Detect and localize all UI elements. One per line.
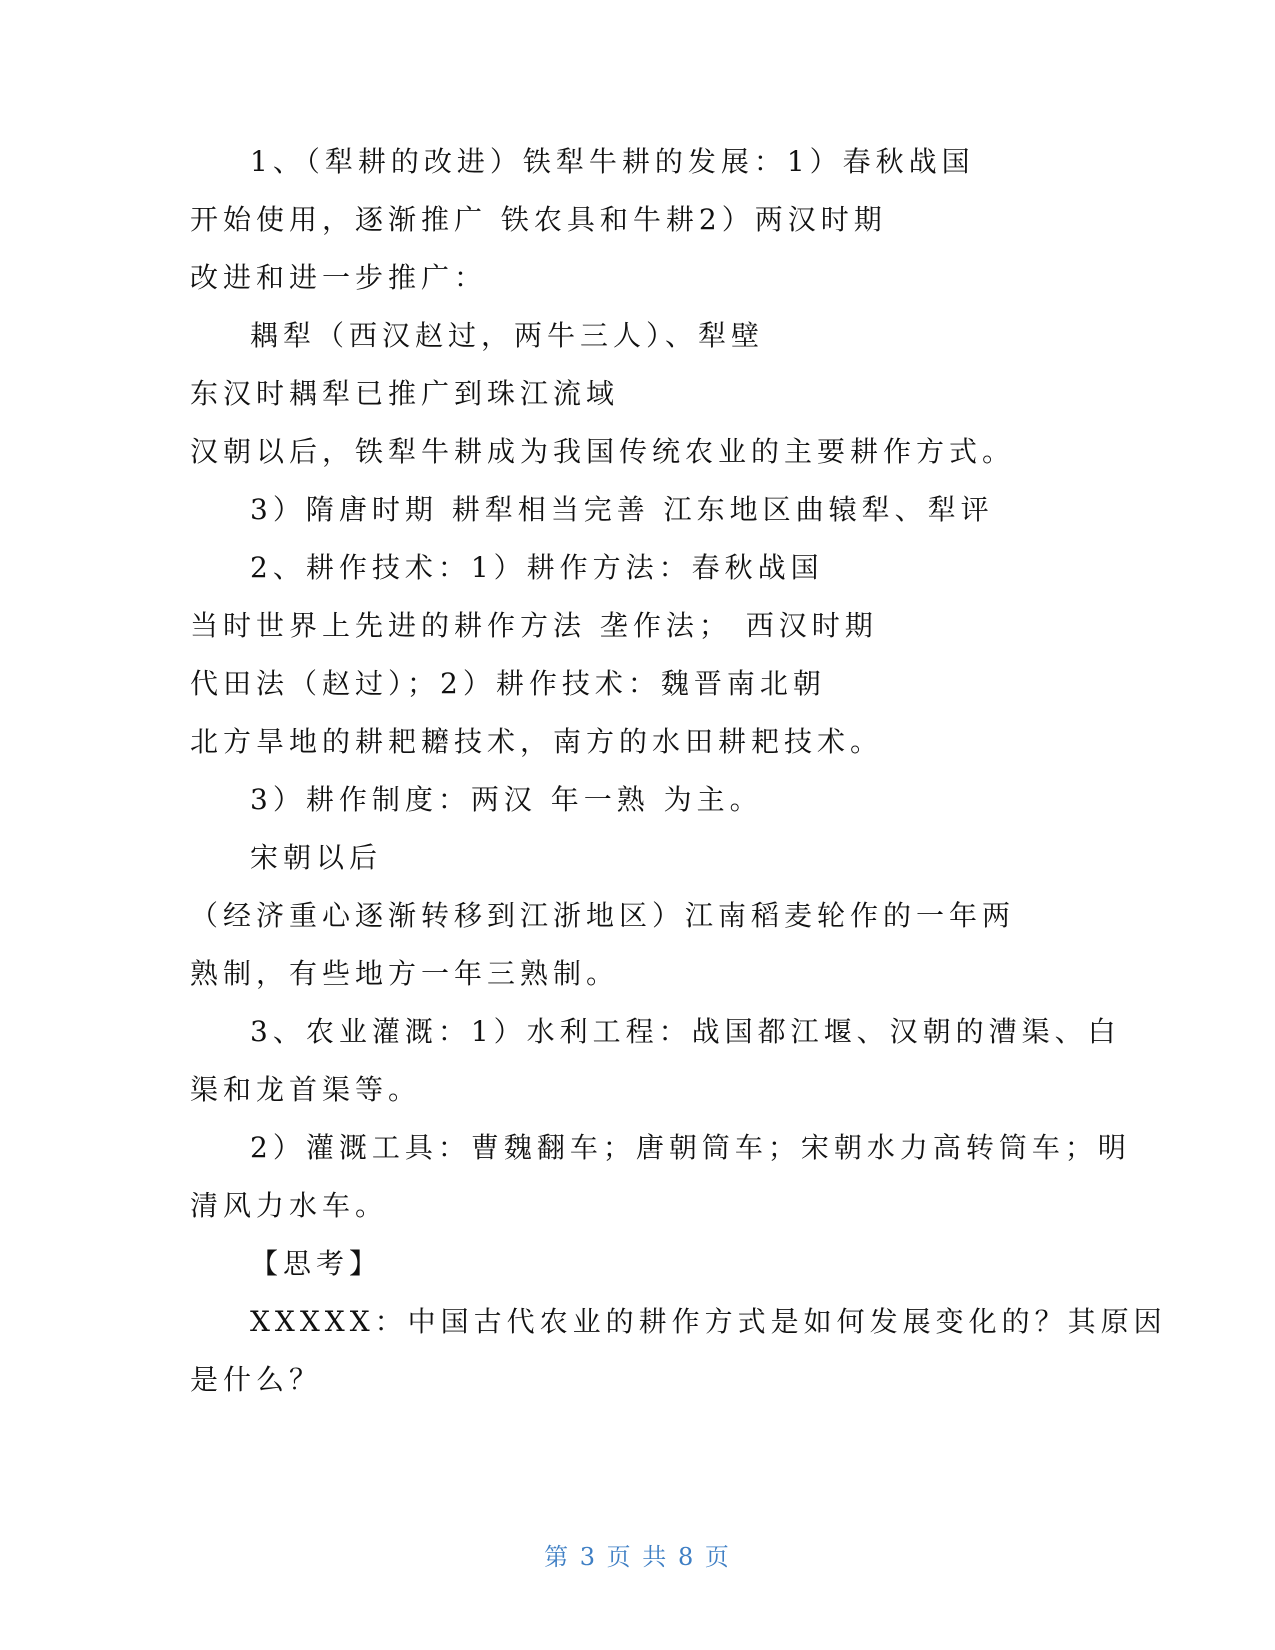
paragraph-line: 3）耕作制度：两汉 年一熟 为主。 xyxy=(250,783,763,816)
paragraph-line: 宋朝以后 xyxy=(250,841,383,874)
paragraph-line: 3）隋唐时期 耕犁相当完善 江东地区曲辕犁、犁评 xyxy=(250,493,994,526)
section-heading: 【思考】 xyxy=(250,1247,383,1280)
paragraph-line: 当时世界上先进的耕作方法 垄作法； 西汉时期 xyxy=(190,609,878,642)
paragraph-line: 2、耕作技术：1）耕作方法：春秋战国 xyxy=(250,551,824,584)
paragraph-line: 代田法（赵过）；2）耕作技术：魏晋南北朝 xyxy=(190,667,826,700)
paragraph-line: 改进和进一步推广： xyxy=(190,261,488,294)
paragraph-line: 清风力水车。 xyxy=(190,1189,389,1222)
current-page-number: 3 xyxy=(579,1543,598,1571)
paragraph-line: 熟制，有些地方一年三熟制。 xyxy=(190,957,620,990)
paragraph-line: 2）灌溉工具：曹魏翻车；唐朝筒车；宋朝水力高转筒车；明 xyxy=(250,1131,1131,1164)
footer-middle: 页 共 xyxy=(606,1543,669,1571)
paragraph-line: 3、农业灌溉：1）水利工程：战国都江堰、汉朝的漕渠、白 xyxy=(250,1015,1121,1048)
paragraph-line: 汉朝以后，铁犁牛耕成为我国传统农业的主要耕作方式。 xyxy=(190,435,1016,468)
paragraph-line: XXXXX：中国古代农业的耕作方式是如何发展变化的？其原因 xyxy=(250,1305,1167,1338)
footer-prefix: 第 xyxy=(544,1543,571,1571)
paragraph-line: 是什么？ xyxy=(190,1363,323,1396)
footer-suffix: 页 xyxy=(704,1543,731,1571)
paragraph-line: 耦犁（西汉赵过，两牛三人）、犁壁 xyxy=(250,319,765,352)
paragraph-line: （经济重心逐渐转移到江浙地区）江南稻麦轮作的一年两 xyxy=(190,899,1016,932)
paragraph-line: 东汉时耦犁已推广到珠江流域 xyxy=(190,377,620,410)
paragraph-line: 渠和龙首渠等。 xyxy=(190,1073,422,1106)
total-pages-number: 8 xyxy=(677,1543,696,1571)
paragraph-line: 开始使用，逐渐推广 铁农具和牛耕2）两汉时期 xyxy=(190,203,887,236)
page-number-footer xyxy=(0,1537,1275,1572)
paragraph-line: 北方旱地的耕耙耱技术，南方的水田耕耙技术。 xyxy=(190,725,884,758)
paragraph-line: 1、（犁耕的改进）铁犁牛耕的发展：1）春秋战国 xyxy=(250,145,975,178)
